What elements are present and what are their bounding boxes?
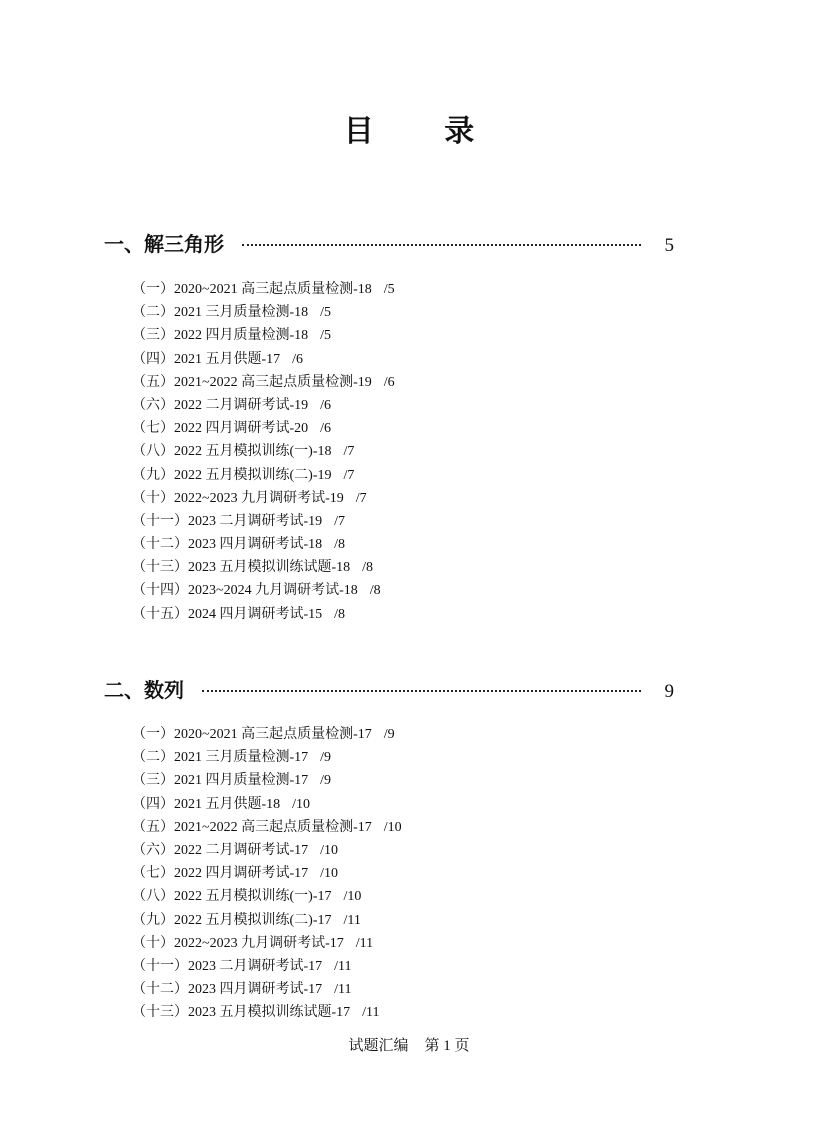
entry-page: /6 — [383, 374, 395, 390]
entry-text: （十三）2023 五月模拟训练试题-18 — [132, 560, 351, 576]
entry-page: /9 — [320, 773, 332, 789]
section-heading-2[interactable] — [104, 674, 674, 702]
toc-entry[interactable] — [132, 816, 402, 839]
entry-page: /6 — [320, 421, 332, 437]
entry-page: /5 — [383, 282, 395, 297]
toc-entry[interactable] — [132, 464, 395, 487]
entry-text: （十一）2023 二月调研考试-19 — [132, 513, 323, 529]
entry-page: /5 — [320, 305, 332, 321]
entry-page: /10 — [292, 796, 311, 812]
entry-page: /8 — [362, 560, 374, 576]
section-title: 二、数列 — [104, 678, 184, 702]
toc-entry[interactable] — [132, 579, 395, 602]
toc-entry[interactable] — [132, 301, 395, 324]
toc-entry[interactable] — [132, 348, 395, 371]
toc-entry[interactable] — [132, 746, 402, 769]
leader-dots — [202, 690, 641, 692]
entry-text: （十一）2023 二月调研考试-17 — [132, 958, 323, 974]
section-page-number: 9 — [664, 681, 674, 702]
entry-text: （三）2021 四月质量检测-17 — [132, 773, 309, 789]
entry-text: （一）2020~2021 高三起点质量检测-18 — [132, 282, 372, 297]
toc-entry[interactable] — [132, 417, 395, 440]
entry-page: /6 — [320, 397, 332, 413]
entry-page: /7 — [343, 444, 355, 460]
entry-text: （八）2022 五月模拟训练(一)-17 — [132, 889, 332, 905]
toc-entry[interactable] — [132, 394, 395, 417]
entry-text: （五）2021~2022 高三起点质量检测-17 — [132, 819, 372, 835]
toc-entry[interactable] — [132, 556, 395, 579]
footer-book-title: 试题汇编 — [348, 1038, 409, 1054]
toc-entry[interactable] — [132, 909, 402, 932]
toc-entry[interactable] — [132, 723, 402, 746]
footer-page-number: 第 1 页 — [424, 1038, 470, 1054]
toc-entry[interactable] — [132, 487, 395, 510]
entry-text: （三）2022 四月质量检测-18 — [132, 328, 309, 344]
toc-entry[interactable] — [132, 839, 402, 862]
section-heading-1[interactable] — [104, 228, 674, 256]
entry-text: （九）2022 五月模拟训练(二)-19 — [132, 467, 332, 483]
entry-text: （四）2021 五月供题-18 — [132, 796, 281, 812]
section-page-number: 5 — [664, 235, 674, 256]
entry-page: /7 — [334, 513, 346, 529]
entry-text: （一）2020~2021 高三起点质量检测-17 — [132, 727, 372, 742]
entry-page: /7 — [355, 490, 367, 506]
entry-text: （四）2021 五月供题-17 — [132, 351, 281, 367]
entry-page: /10 — [320, 842, 339, 858]
entry-text: （五）2021~2022 高三起点质量检测-19 — [132, 374, 372, 390]
toc-entry[interactable] — [132, 371, 395, 394]
entry-page: /11 — [362, 1005, 380, 1021]
toc-entry[interactable] — [132, 885, 402, 908]
entry-page: /6 — [292, 351, 304, 367]
entry-page: /11 — [355, 935, 374, 951]
entry-page: /9 — [383, 727, 395, 742]
entry-page: /9 — [320, 750, 332, 766]
toc-entry[interactable] — [132, 533, 395, 556]
toc-entry[interactable] — [132, 978, 402, 1001]
toc-entry[interactable] — [132, 793, 402, 816]
entry-page: /5 — [320, 328, 332, 344]
entry-text: （十二）2023 四月调研考试-17 — [132, 982, 323, 998]
entry-text: （十）2022~2023 九月调研考试-19 — [132, 490, 344, 506]
entry-text: （八）2022 五月模拟训练(一)-18 — [132, 444, 332, 460]
toc-entry[interactable] — [132, 955, 402, 978]
entry-text: （十）2022~2023 九月调研考试-17 — [132, 935, 344, 951]
entry-page: /10 — [343, 889, 362, 905]
entry-page: /11 — [334, 982, 352, 998]
toc-entry[interactable] — [132, 603, 395, 626]
toc-entry[interactable] — [132, 278, 395, 301]
page-title: 目 录 — [343, 114, 505, 149]
entry-text: （十三）2023 五月模拟训练试题-17 — [132, 1005, 351, 1021]
toc-list-1 — [132, 278, 395, 626]
entry-text: （六）2022 二月调研考试-19 — [132, 397, 309, 413]
page-footer — [0, 1034, 818, 1055]
section-title: 一、解三角形 — [104, 232, 224, 256]
entry-text: （二）2021 三月质量检测-18 — [132, 305, 309, 321]
entry-page: /10 — [320, 866, 339, 882]
entry-page: /11 — [334, 958, 352, 974]
entry-page: /10 — [383, 819, 402, 835]
entry-text: （九）2022 五月模拟训练(二)-17 — [132, 912, 332, 928]
entry-page: /8 — [369, 583, 381, 599]
toc-entry[interactable] — [132, 440, 395, 463]
toc-entry[interactable] — [132, 769, 402, 792]
toc-entry[interactable] — [132, 862, 402, 885]
toc-entry[interactable] — [132, 510, 395, 533]
entry-text: （十四）2023~2024 九月调研考试-18 — [132, 583, 358, 599]
entry-text: （七）2022 四月调研考试-17 — [132, 866, 309, 882]
entry-page: /8 — [334, 606, 346, 622]
toc-list-2 — [132, 723, 402, 1024]
entry-page: /8 — [334, 537, 346, 553]
toc-entry[interactable] — [132, 1001, 402, 1024]
entry-text: （二）2021 三月质量检测-17 — [132, 750, 309, 766]
entry-page: /11 — [343, 912, 361, 928]
toc-entry[interactable] — [132, 932, 402, 955]
entry-text: （十二）2023 四月调研考试-18 — [132, 537, 323, 553]
entry-text: （七）2022 四月调研考试-20 — [132, 421, 309, 437]
entry-text: （十五）2024 四月调研考试-15 — [132, 606, 323, 622]
entry-page: /7 — [343, 467, 355, 483]
entry-text: （六）2022 二月调研考试-17 — [132, 842, 309, 858]
toc-entry[interactable] — [132, 324, 395, 347]
leader-dots — [242, 244, 641, 246]
